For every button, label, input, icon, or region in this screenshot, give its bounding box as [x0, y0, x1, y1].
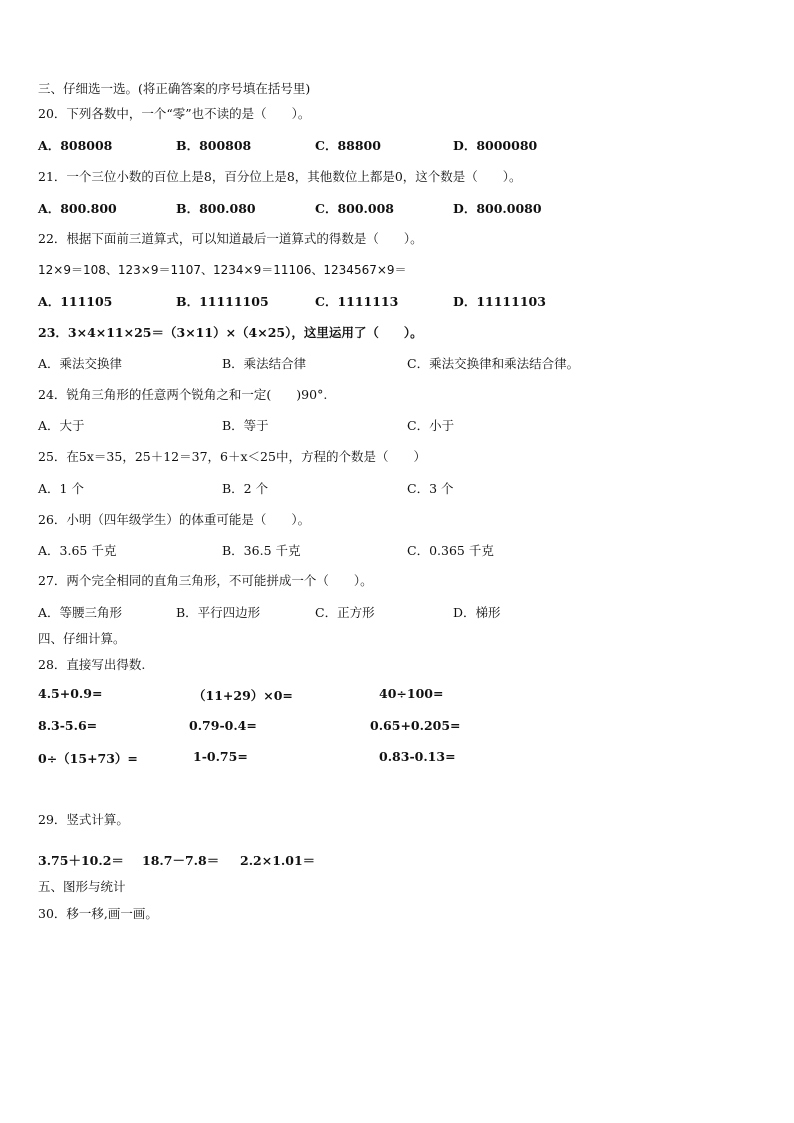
q22-option-a: A．111105 [38, 294, 113, 309]
q27-option-a: A．等腰三角形 [38, 605, 123, 620]
section-5-heading: 五、图形与统计 [38, 879, 126, 894]
q24-option-c: C．小于 [407, 418, 455, 433]
q20-option-b: B．800808 [176, 138, 252, 153]
q21-option-c: C．800.008 [315, 201, 394, 216]
question-24-stem: 24．锐角三角形的任意两个锐角之和一定( )90°. [38, 387, 328, 402]
question-25-stem: 25．在5x＝35，25＋12＝37，6＋x＜25中，方程的个数是（ ） [38, 449, 426, 464]
q28-item-8: 1-0.75= [193, 749, 248, 764]
section-3-heading: 三、仔细选一选。(将正确答案的序号填在括号里) [38, 81, 311, 96]
q23-option-a: A．乘法交换律 [38, 356, 123, 371]
q25-option-c: C．3 个 [407, 481, 454, 496]
question-20-stem: 20．下列各数中，一个“零”也不读的是（ ）。 [38, 106, 311, 121]
q29-item-2: 18.7－7.8＝ [142, 853, 220, 868]
question-28-stem: 28．直接写出得数. [38, 657, 146, 672]
q29-item-1: 3.75＋10.2＝ [38, 853, 124, 868]
question-22-stem: 22．根据下面前三道算式，可以知道最后一道算式的得数是（ ）。 [38, 231, 423, 246]
question-23-stem: 23．3×4×11×25＝（3×11）×（4×25），这里运用了（ ）。 [38, 325, 423, 340]
q28-item-6: 0.65+0.205= [370, 718, 461, 733]
q28-item-5: 0.79-0.4= [189, 718, 257, 733]
question-22-formula: 12×9＝108、123×9＝1107、1234×9＝11106、1234567×9＝ [38, 263, 407, 277]
q27-option-b: B．平行四边形 [176, 605, 261, 620]
q28-item-7: 0÷（15+73）= [38, 751, 138, 766]
q27-option-d: D．梯形 [453, 605, 501, 620]
q23-option-b: B．乘法结合律 [222, 356, 307, 371]
q25-option-b: B．2 个 [222, 481, 269, 496]
q28-item-3: 40÷100= [379, 686, 444, 701]
q22-option-d: D．11111103 [453, 294, 546, 309]
q28-item-1: 4.5+0.9= [38, 686, 103, 701]
q20-option-d: D．8000080 [453, 138, 538, 153]
q20-option-a: A．808008 [38, 138, 113, 153]
q26-option-c: C．0.365 千克 [407, 543, 494, 558]
q24-option-b: B．等于 [222, 418, 269, 433]
section-4-heading: 四、仔细计算。 [38, 631, 126, 646]
question-21-stem: 21．一个三位小数的百位上是8，百分位上是8，其他数位上都是0，这个数是（ ）。 [38, 169, 522, 184]
q20-option-c: C．88800 [315, 138, 381, 153]
question-26-stem: 26．小明（四年级学生）的体重可能是（ ）。 [38, 512, 311, 527]
q27-option-c: C．正方形 [315, 605, 375, 620]
question-30-stem: 30．移一移,画一画。 [38, 906, 158, 921]
q21-option-a: A．800.800 [38, 201, 117, 216]
q23-option-c: C．乘法交换律和乘法结合律。 [407, 356, 580, 371]
q21-option-d: D．800.0080 [453, 201, 542, 216]
q28-item-4: 8.3-5.6= [38, 718, 98, 733]
q28-item-9: 0.83-0.13= [379, 749, 456, 764]
q21-option-b: B．800.080 [176, 201, 256, 216]
q28-item-2: （11+29）×0= [193, 688, 293, 703]
q29-item-3: 2.2×1.01＝ [240, 853, 316, 868]
q26-option-b: B．36.5 千克 [222, 543, 301, 558]
q24-option-a: A．大于 [38, 418, 85, 433]
q22-option-c: C．1111113 [315, 294, 399, 309]
q25-option-a: A．1 个 [38, 481, 84, 496]
q22-option-b: B．11111105 [176, 294, 269, 309]
question-29-stem: 29．竖式计算。 [38, 812, 129, 827]
q26-option-a: A．3.65 千克 [38, 543, 117, 558]
question-27-stem: 27．两个完全相同的直角三角形，不可能拼成一个（ ）。 [38, 573, 373, 588]
